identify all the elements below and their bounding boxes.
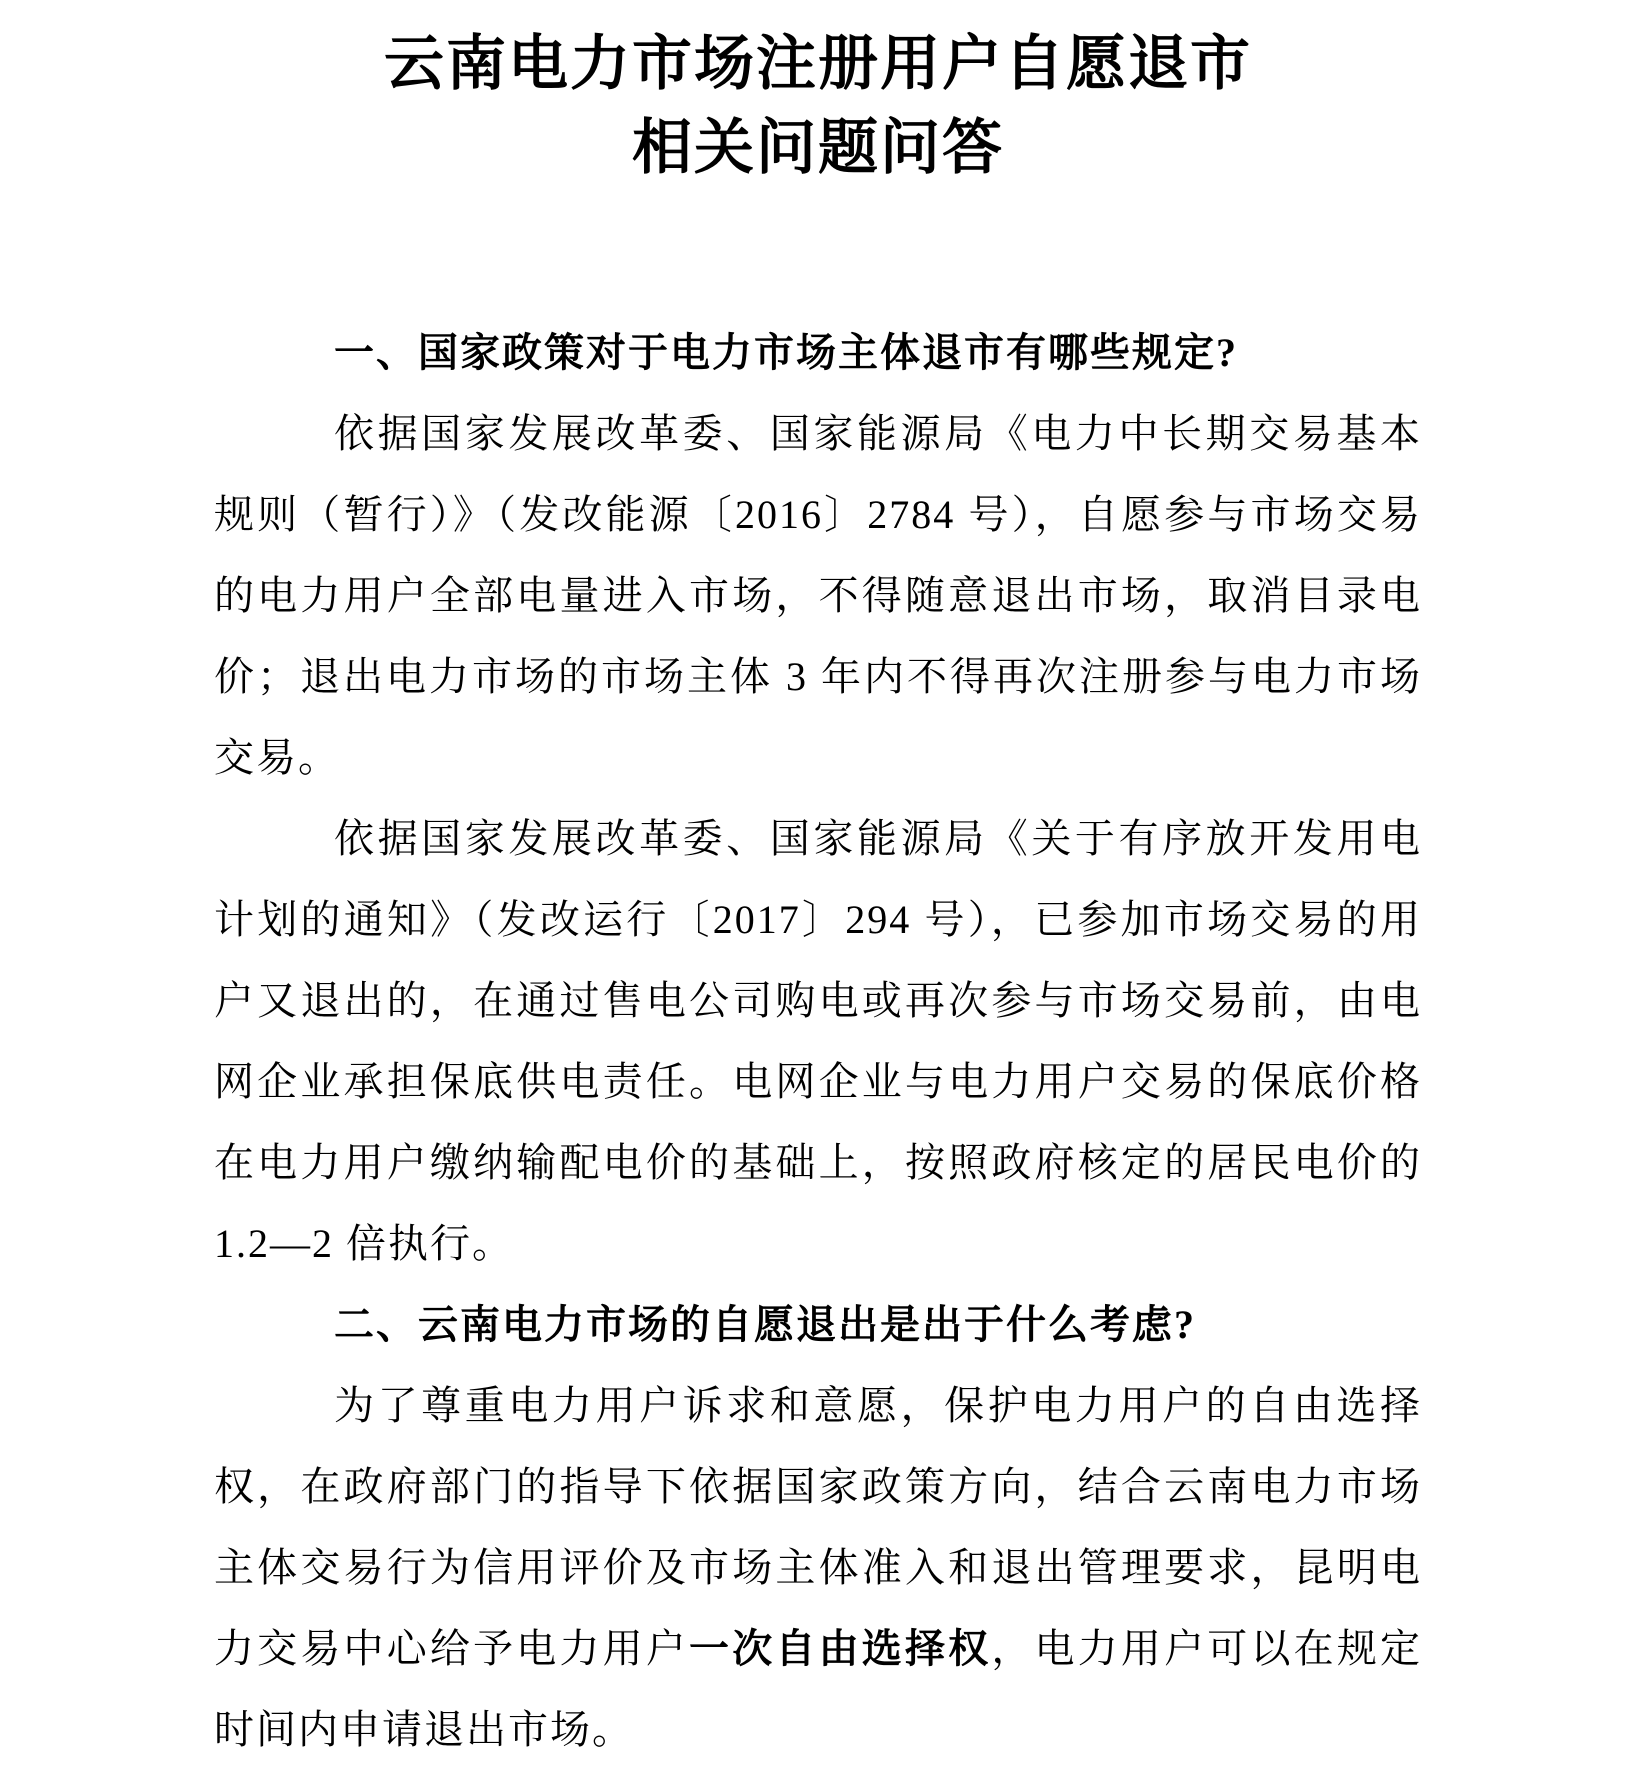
question-2-heading: 二、云南电力市场的自愿退出是出于什么考虑? bbox=[334, 1302, 1196, 1347]
answer-2-segment-bold: 一次自由选择权 bbox=[689, 1626, 992, 1671]
answer-2-paragraph-1 bbox=[214, 1365, 1422, 1770]
document-body bbox=[214, 312, 1422, 1770]
question-1-heading: 一、国家政策对于电力市场主体退市有哪些规定? bbox=[334, 330, 1238, 375]
document-title-line2: 相关问题问答 bbox=[632, 115, 1004, 181]
answer-1-paragraph-2: 依据国家发展改革委、国家能源局《关于有序放开发用电计划的通知》（发改运行〔2017〕294 号），已参加市场交易的用户又退出的，在通过售电公司购电或再次参与市场交易前，由电网企业承担保底供电责任。电网企业与电力用户交易的保底价格在电力用户缴纳输配电价的基础上，按照政府核定的居民电价的1.2—2 倍执行。 bbox=[214, 816, 1422, 1266]
document-title-line1: 云南电力市场注册用户自愿退市 bbox=[384, 31, 1252, 97]
answer-2-segment-normal-2: ，电力用户可以在规定时间内申请退出市场。 bbox=[214, 1626, 1423, 1752]
answer-2-segment-normal-1: 为了尊重电力用户诉求和意愿，保护电力用户的自由选择权，在政府部门的指导下依据国家政策方向，结合云南电力市场主体交易行为信用评价及市场主体准入和退出管理要求，昆明电力交易中心给予电力用户 bbox=[214, 1383, 1422, 1671]
document-title bbox=[214, 22, 1422, 190]
answer-1-paragraph-1: 依据国家发展改革委、国家能源局《电力中长期交易基本规则（暂行）》（发改能源〔2016〕2784 号），自愿参与市场交易的电力用户全部电量进入市场，不得随意退出市场，取消目录电价；退出电力市场的市场主体 3 年内不得再次注册参与电力市场交易。 bbox=[214, 411, 1422, 780]
